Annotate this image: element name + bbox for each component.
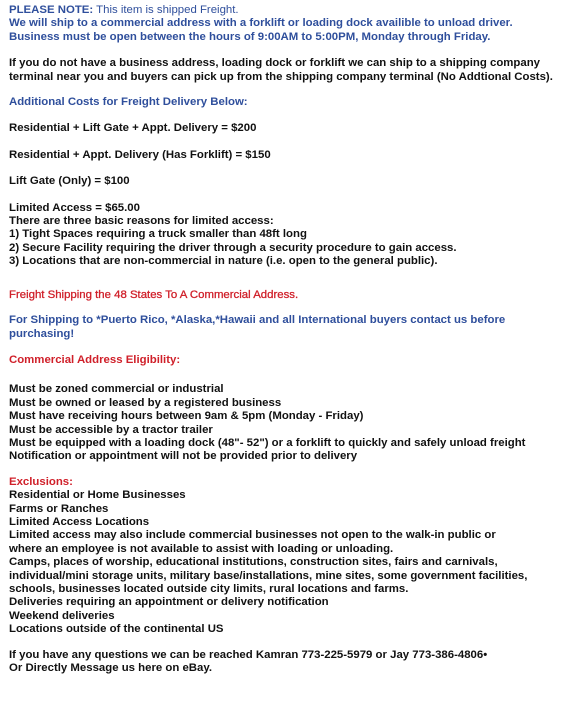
exclusion-item: Locations outside of the continental US	[9, 623, 224, 636]
exclusion-item: Residential or Home Businesses	[9, 489, 186, 502]
eligibility-item: Must have receiving hours between 9am & 5pm (Monday - Friday)	[9, 410, 364, 423]
exclusion-item: Deliveries requiring an appointment or delivery notification	[9, 596, 329, 609]
exclusions-heading: Exclusions:	[9, 475, 73, 488]
eligibility-item: Must be owned or leased by a registered business	[9, 396, 282, 409]
additional-costs-heading: Additional Costs for Freight Delivery Below:	[9, 96, 248, 109]
business-hours-note: Business must be open between the hours of 9:00AM to 5:00PM, Monday through Friday.	[9, 30, 491, 43]
exclusion-item: Weekend deliveries	[9, 609, 115, 622]
international-shipping-text: purchasing!	[9, 327, 75, 340]
exclusion-item: Limited access may also include commercial businesses not open to the walk-in public or	[9, 529, 496, 542]
eligibility-heading: Commercial Address Eligibility:	[9, 353, 181, 366]
limited-access-reason: 3) Locations that are non-commercial in nature (i.e. open to the general public).	[9, 255, 438, 268]
contact-text: If you have any questions we can be reached Kamran 773-225-5979 or Jay 773-386-4806•	[9, 648, 488, 661]
terminal-pickup-text: If you do not have a business address, loading dock or forklift we can ship to a shipping company	[9, 57, 541, 70]
eligibility-item: Must be zoned commercial or industrial	[9, 383, 224, 396]
exclusion-item: schools, businesses located outside city limits, rural locations and farms.	[9, 583, 409, 595]
shipped-freight-text: This item is shipped Freight.	[93, 4, 239, 16]
eligibility-item: Must be equipped with a loading dock (48"- 52") or a forklift to quickly and safely unload freight	[9, 436, 526, 449]
cost-liftgate-only: Lift Gate (Only) = $100	[9, 175, 130, 188]
exclusion-item: Farms or Ranches	[9, 502, 109, 515]
please-note-line	[9, 4, 563, 17]
cost-residential-liftgate: Residential + Lift Gate + Appt. Delivery = $200	[9, 122, 257, 135]
limited-access-reason: 2) Secure Facility requiring the driver through a security procedure to gain access.	[9, 241, 457, 254]
limited-access-reasons-intro: There are three basic reasons for limited access:	[9, 215, 274, 228]
freight-shipping-heading: Freight Shipping the 48 States To A Commercial Address.	[9, 288, 299, 301]
eligibility-item: Notification or appointment will not be provided prior to delivery	[9, 450, 358, 463]
commercial-address-note: We will ship to a commercial address with a forklift or loading dock availible to unload driver.	[9, 17, 513, 30]
contact-text: Or Directly Message us here on eBay.	[9, 662, 213, 675]
cost-residential-forklift: Residential + Appt. Delivery (Has Forklift) = $150	[9, 148, 271, 161]
eligibility-item: Must be accessible by a tractor trailer	[9, 423, 213, 436]
exclusion-item: where an employee is not available to assist with loading or unloading.	[9, 542, 394, 555]
exclusion-item: Camps, places of worship, educational institutions, construction sites, fairs and carnivals,	[9, 556, 498, 569]
limited-access-reason: 1) Tight Spaces requiring a truck smaller than 48ft long	[9, 228, 307, 241]
cost-limited-access: Limited Access = $65.00	[9, 201, 140, 214]
exclusion-item: Limited Access Locations	[9, 515, 150, 528]
terminal-pickup-text: terminal near you and buyers can pick up from the shipping company terminal (No Addtional Costs).	[9, 70, 553, 83]
please-note-label: PLEASE NOTE:	[9, 4, 94, 16]
exclusion-item: individual/mini storage units, military base/installations, mine sites, some government facilities,	[9, 569, 528, 582]
international-shipping-text: For Shipping to *Puerto Rico, *Alaska,*Hawaii and all International buyers contact us before	[9, 314, 506, 327]
